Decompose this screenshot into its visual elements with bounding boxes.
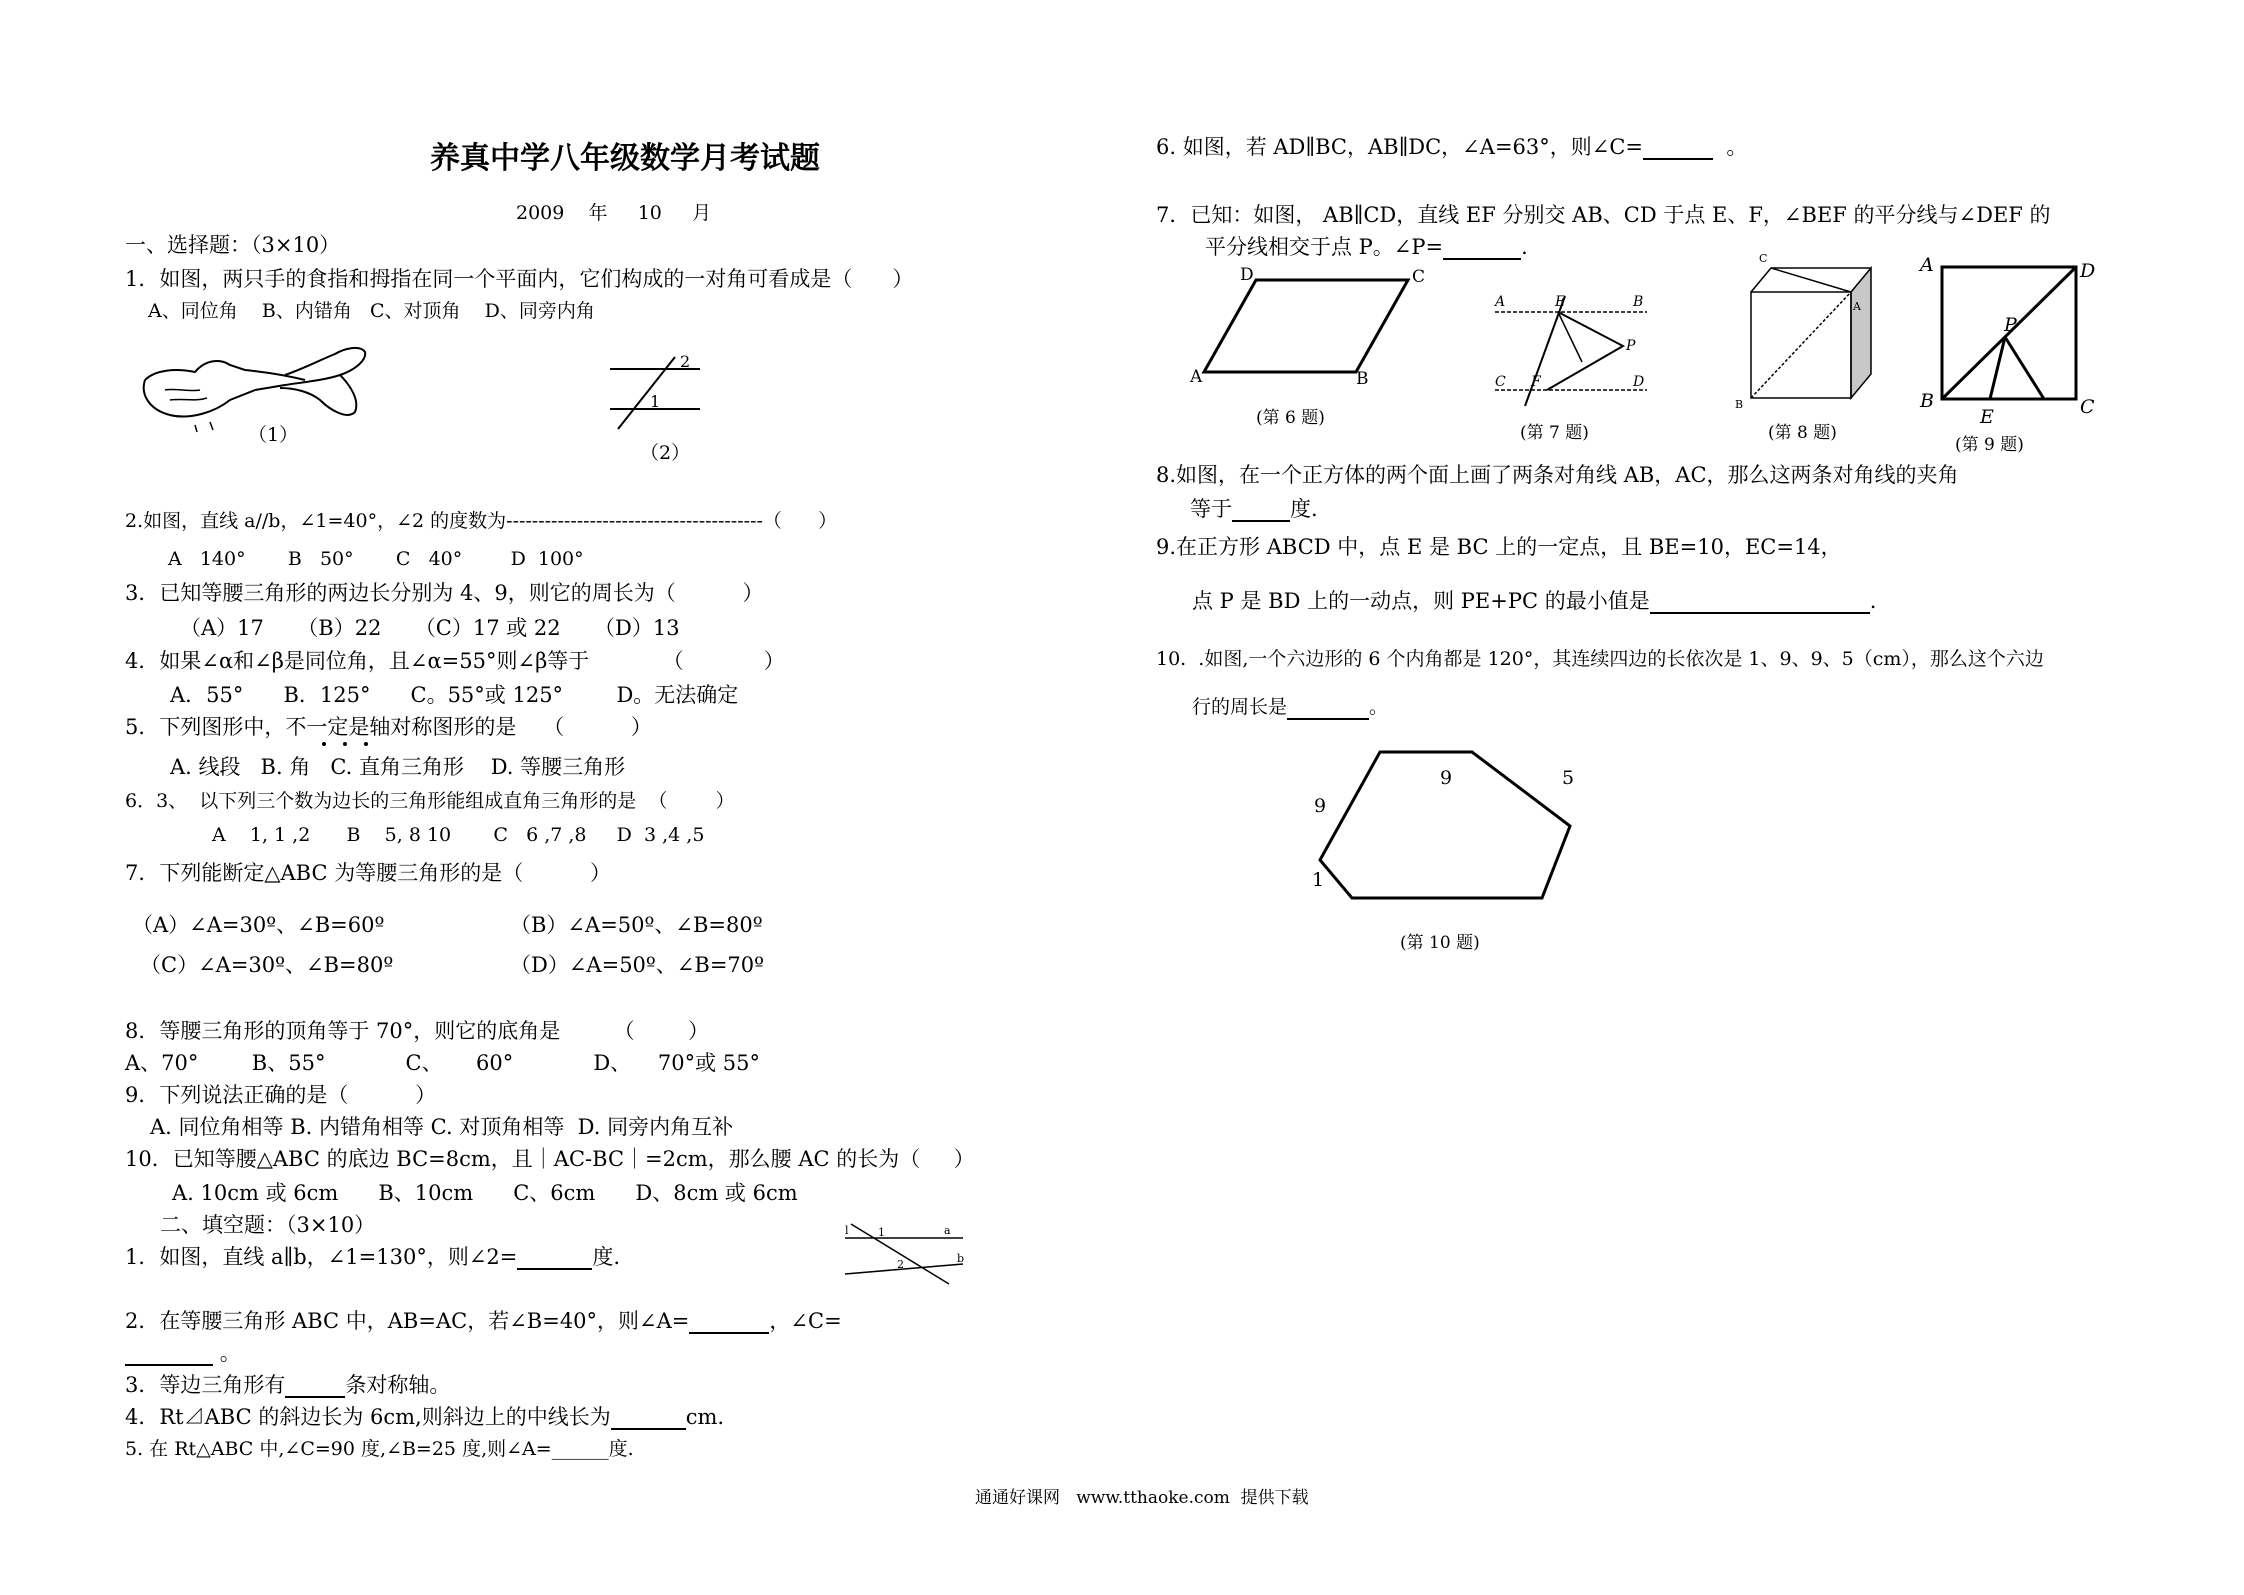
cube-figure	[1735, 252, 1895, 411]
right-question-10-end: 。	[1369, 696, 1389, 718]
angle-2-label: 2	[897, 1258, 904, 1271]
question-6-options: A 1, 1 ,2 B 5, 8 10 C 6 ,7 ,8 D 3 ,4 ,5	[212, 824, 705, 846]
parallel-lines-figure	[600, 352, 710, 435]
fill-question-1-figure	[845, 1222, 970, 1287]
right-question-10-text: 行的周长是	[1192, 696, 1288, 718]
hexagon-side-label: 9	[1440, 767, 1453, 789]
question-3: 3．已知等腰三角形的两边长分别为 4、9，则它的周长为（ ）	[125, 581, 764, 605]
hexagon-side-label: 5	[1562, 767, 1575, 789]
question-5	[125, 714, 652, 740]
question-4-options: A．55° B．125° C。55°或 125° D。无法确定	[170, 683, 739, 707]
question-6: 6．3、 以下列三个数为边长的三角形能组成直角三角形的是 （ ）	[125, 790, 735, 812]
square-e-label: E	[1980, 406, 1994, 428]
right-question-8-line1: 8.如图，在一个正方体的两个面上画了两条对角线 AB，AC，那么这两条对角线的夹角	[1156, 463, 1959, 487]
emphasis-dot	[343, 742, 347, 746]
square-c-label: C	[2080, 396, 2095, 418]
figure-7-caption: (第 7 题)	[1520, 423, 1589, 443]
question-5-emphasis: 不一定	[285, 715, 349, 739]
question-8: 8．等腰三角形的顶角等于 70°，则它的底角是 （ ）	[125, 1019, 710, 1043]
fill-question-2-text: 2．在等腰三角形 ABC 中，AB=AC，若∠B=40°，则∠A=	[125, 1309, 690, 1333]
fill-question-3-text: 3．等边三角形有	[125, 1373, 286, 1397]
fill-question-1	[125, 1244, 620, 1270]
hexagon-side-label: 1	[1312, 869, 1325, 891]
page-title: 养真中学八年级数学月考试题	[430, 141, 820, 176]
figure-6-caption: (第 6 题)	[1256, 408, 1325, 428]
line-l-label: l	[845, 1224, 849, 1237]
line-b-label: b	[957, 1252, 965, 1265]
fill-blank	[689, 1310, 769, 1334]
date-line: 2009 年 10 月	[516, 202, 712, 224]
question-2-options: A 140° B 50° C 40° D 100°	[168, 548, 584, 570]
question-8-options: A、70° B、55° C、 60° D、 70°或 55°	[125, 1051, 760, 1075]
right-question-9-end: .	[1869, 589, 1877, 613]
hexagon-figure	[1300, 740, 1590, 910]
question-5-prefix: 5．下列图形中，	[125, 715, 286, 739]
parallel-bisector-figure	[1495, 288, 1665, 413]
point-b-label: B	[1633, 294, 1644, 310]
emphasis-dot	[322, 742, 326, 746]
figure-1-caption: （1）	[248, 424, 299, 446]
right-question-7-line2	[1205, 234, 1528, 260]
right-question-9-line2	[1192, 588, 1876, 614]
question-1-options: A、同位角 B、内错角 C、对顶角 D、同旁内角	[148, 300, 595, 322]
fill-question-3-end: 条对称轴。	[345, 1373, 451, 1397]
fill-question-2-end: 。	[219, 1341, 241, 1365]
figure-2-caption: （2）	[640, 442, 691, 464]
angle-2-label: 2	[680, 352, 691, 371]
fill-question-2	[125, 1308, 842, 1334]
section-2-header: 二、填空题：（3×10）	[160, 1213, 376, 1237]
fill-blank	[285, 1374, 345, 1398]
right-question-7-end: .	[1521, 235, 1528, 259]
fill-question-4-end: cm.	[685, 1405, 725, 1429]
question-2: 2.如图，直线 a//b，∠1=40°，∠2 的度数为----------------------------------------（ ）	[125, 510, 838, 532]
fill-blank	[611, 1406, 686, 1430]
vertex-a-label: A	[1190, 367, 1203, 387]
question-1: 1．如图，两只手的食指和拇指在同一个平面内，它们构成的一对角可看成是（ ）	[125, 267, 914, 291]
vertex-d-label: D	[1240, 265, 1254, 285]
right-question-9-line1: 9.在正方形 ABCD 中，点 E 是 BC 上的一定点，且 BE=10，EC=14，	[1156, 535, 1842, 559]
fill-blank	[1443, 236, 1521, 260]
point-d-label: D	[1633, 374, 1645, 390]
fill-blank	[125, 1342, 213, 1366]
parallelogram-figure	[1190, 265, 1430, 389]
point-c-label: C	[1495, 374, 1506, 390]
square-d-label: D	[2080, 260, 2096, 282]
fill-blank	[1650, 590, 1870, 614]
right-question-9-text: 点 P 是 BD 上的一动点，则 PE+PC 的最小值是	[1192, 589, 1650, 613]
figure-9-caption: (第 9 题)	[1955, 435, 2024, 455]
question-10-options: A. 10cm 或 6cm B、10cm C、6cm D、8cm 或 6cm	[172, 1181, 798, 1205]
hands-figure	[135, 340, 375, 430]
fill-blank	[1287, 696, 1369, 720]
vertex-c-label: C	[1412, 267, 1426, 287]
right-question-10-line2	[1192, 694, 1388, 720]
fill-question-1-end: 度.	[592, 1245, 621, 1269]
fill-question-4	[125, 1404, 724, 1430]
right-question-6-end: 。	[1726, 135, 1748, 159]
right-question-7-text: 平分线相交于点 P。∠P=	[1205, 235, 1444, 259]
vertex-b-label: B	[1356, 369, 1369, 389]
cube-b-label: B	[1735, 398, 1744, 411]
fill-question-2-mid: ，∠C=	[769, 1309, 842, 1333]
question-7-option-b: （B）∠A=50º、∠B=80º	[510, 913, 763, 937]
fill-question-3	[125, 1372, 450, 1398]
square-p-label: P	[2004, 314, 2017, 336]
figure-8-caption: (第 8 题)	[1768, 423, 1837, 443]
right-question-10-line1: 10. .如图,一个六边形的 6 个内角都是 120°，其连续四边的长依次是 1、9、9、5（cm），那么这个六边	[1156, 648, 2044, 670]
question-7-option-d: （D）∠A=50º、∠B=70º	[510, 953, 765, 977]
right-question-7-line1: 7．已知：如图， AB∥CD，直线 EF 分别交 AB、CD 于点 E、F，∠BEF 的平分线与∠DEF 的	[1156, 203, 2051, 227]
fill-question-1-text: 1．如图，直线 a∥b，∠1=130°，则∠2=	[125, 1245, 518, 1269]
fill-blank	[1232, 498, 1290, 522]
fill-question-5: 5. 在 Rt△ABC 中,∠C=90 度,∠B=25 度,则∠A=______度.	[125, 1438, 634, 1460]
right-question-6-text: 6. 如图，若 AD∥BC，AB∥DC，∠A=63°，则∠C=	[1156, 135, 1644, 159]
right-question-6	[1156, 134, 1747, 160]
angle-1-label: 1	[650, 392, 661, 411]
fill-blank	[517, 1246, 592, 1270]
square-a-label: A	[1920, 254, 1934, 276]
point-f-label: F	[1531, 374, 1541, 390]
right-question-8-end: 度.	[1290, 497, 1318, 521]
question-4: 4．如果∠α和∠β是同位角，且∠α=55°则∠β等于 （ ）	[125, 649, 785, 673]
question-5-options: A. 线段 B. 角 C. 直角三角形 D. 等腰三角形	[170, 755, 626, 779]
point-a-label: A	[1495, 294, 1506, 310]
line-a-label: a	[944, 1224, 951, 1237]
emphasis-dot	[364, 742, 368, 746]
square-figure	[1920, 254, 2096, 428]
fill-question-4-text: 4．Rt⊿ABC 的斜边长为 6cm,则斜边上的中线长为	[125, 1405, 611, 1429]
right-question-8-line2	[1190, 496, 1318, 522]
question-9-options: A. 同位角相等 B. 内错角相等 C. 对顶角相等 D. 同旁内角互补	[150, 1115, 734, 1139]
question-7: 7．下列能断定△ABC 为等腰三角形的是（ ）	[125, 861, 611, 885]
question-7-option-c: （C）∠A=30º、∠B=80º	[140, 953, 394, 977]
point-p-label: P	[1626, 338, 1636, 354]
square-b-label: B	[1920, 390, 1934, 412]
footer: 通通好课网 www.tthaoke.com 提供下载	[975, 1488, 1309, 1508]
cube-c-label: C	[1759, 252, 1768, 265]
figure-10-caption: (第 10 题)	[1400, 933, 1480, 953]
question-3-options: （A）17 （B）22 （C）17 或 22 （D）13	[180, 616, 680, 640]
question-9: 9．下列说法正确的是（ ）	[125, 1083, 437, 1107]
question-7-option-a: （A）∠A=30º、∠B=60º	[132, 913, 385, 937]
fill-question-2-line2	[125, 1340, 241, 1366]
right-question-8-text: 等于	[1190, 497, 1232, 521]
angle-1-label: 1	[878, 1226, 885, 1239]
hexagon-side-label: 9	[1314, 795, 1327, 817]
cube-a-label: A	[1853, 300, 1861, 313]
question-5-suffix: 是轴对称图形的是 （ ）	[348, 715, 652, 739]
fill-blank	[1643, 136, 1713, 160]
point-e-label: E	[1555, 294, 1566, 310]
question-10: 10．已知等腰△ABC 的底边 BC=8cm，且｜AC-BC｜=2cm，那么腰 AC 的长为（ ）	[125, 1147, 975, 1171]
section-1-header: 一、选择题：（3×10）	[125, 233, 341, 257]
